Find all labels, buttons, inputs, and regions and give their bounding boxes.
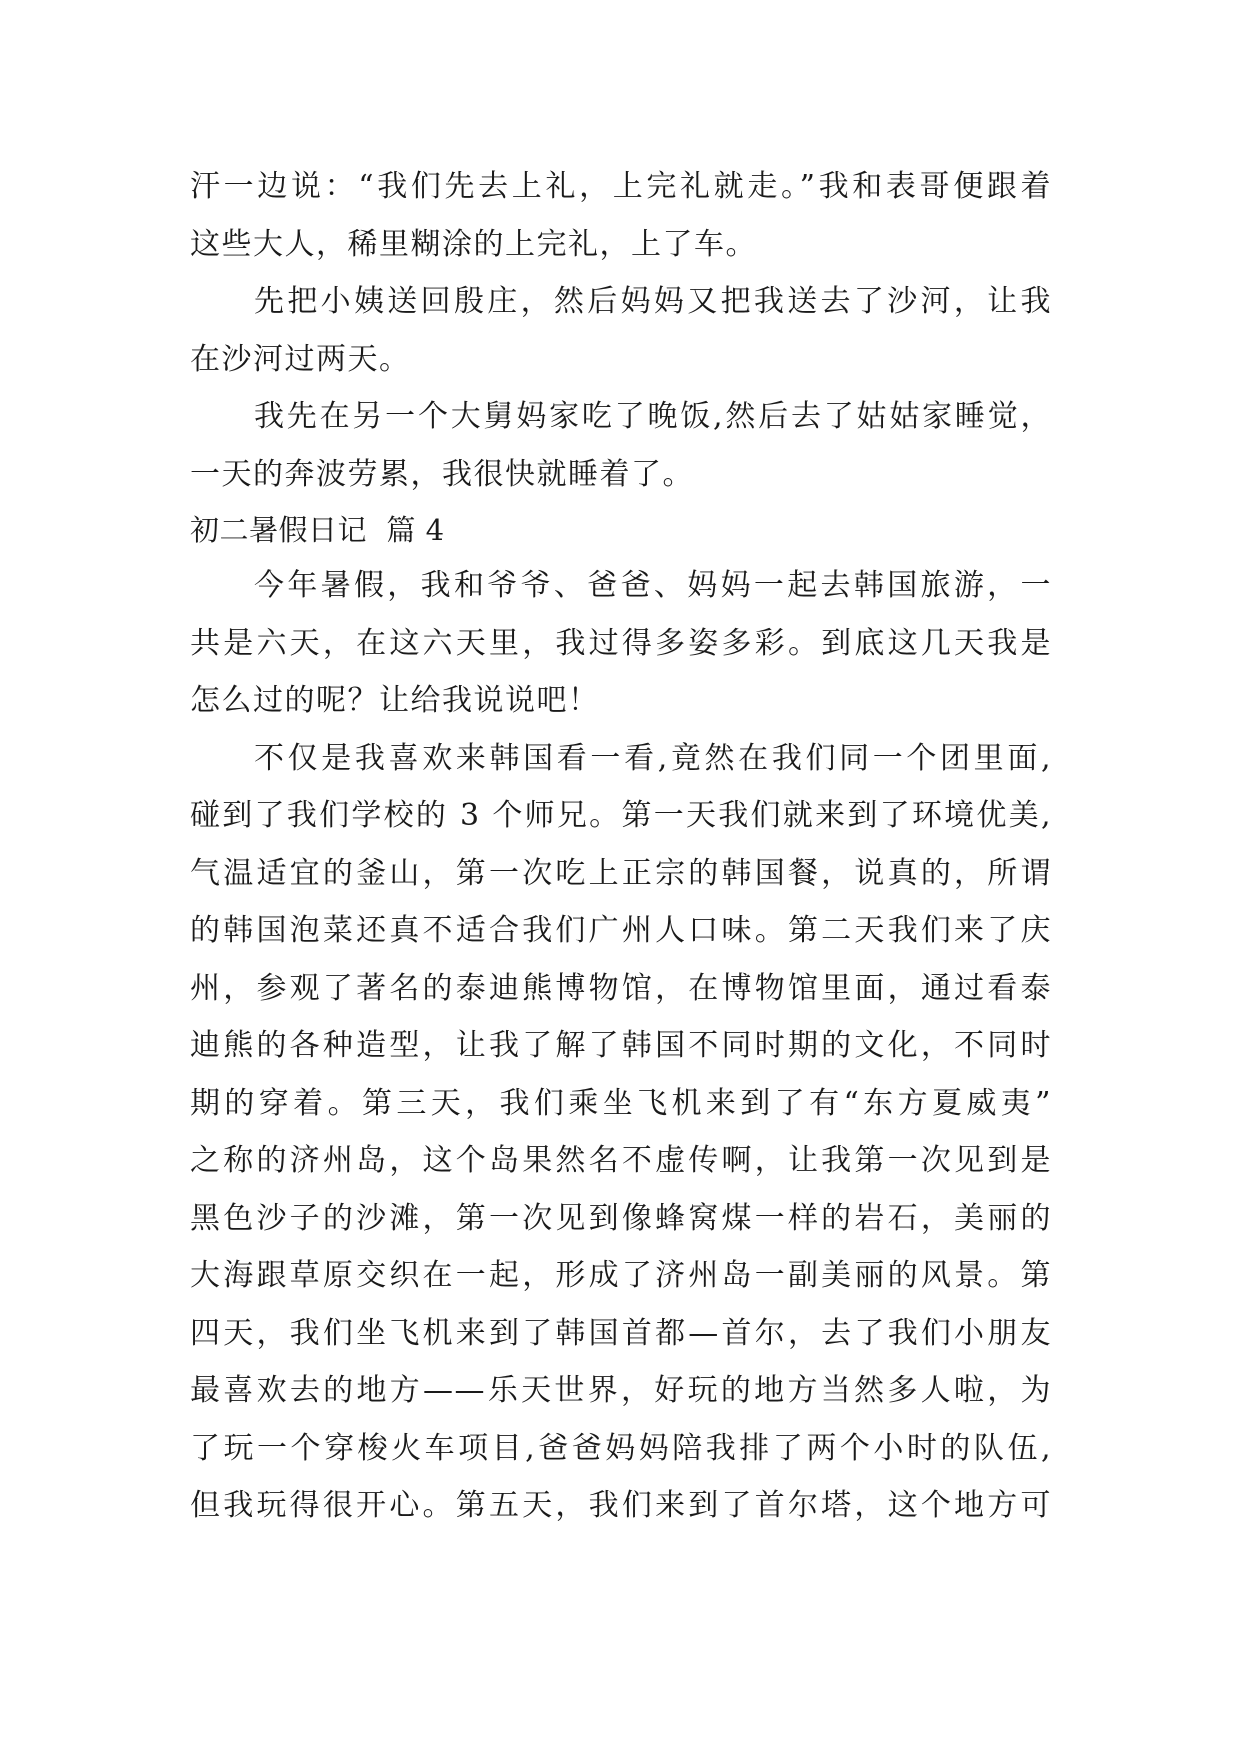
paragraph (190, 730, 1052, 1535)
text-line: 迪熊的各种造型，让我了解了韩国不同时期的文化，不同时 (190, 1028, 1052, 1063)
text-line: 今年暑假，我和爷爷、爸爸、妈妈一起去韩国旅游，一 (254, 568, 1052, 603)
text-line: 气温适宜的釜山，第一次吃上正宗的韩国餐，说真的，所谓 (190, 855, 1052, 891)
section-heading: 初二暑假日记 篇 4 (190, 513, 445, 547)
text-line: 大海跟草原交织在一起，形成了济州岛一副美丽的风景。第 (190, 1258, 1052, 1293)
text-line: 这些大人，稀里糊涂的上完礼，上了车。 (190, 226, 757, 262)
text-line: 四天，我们坐飞机来到了韩国首都—首尔，去了我们小朋友 (190, 1315, 1052, 1351)
paragraph (190, 158, 1052, 273)
text-line: 之称的济州岛，这个岛果然名不虚传啊，让我第一次见到是 (190, 1143, 1052, 1178)
text-line: 怎么过的呢？让给我说说吧！ (190, 683, 600, 718)
text-line: 黑色沙子的沙滩，第一次见到像蜂窝煤一样的岩石，美丽的 (190, 1200, 1052, 1236)
document-page (190, 158, 1052, 1535)
paragraph (190, 273, 1052, 388)
text-line: 汗一边说：“我们先去上礼，上完礼就走。”我和表哥便跟着 (190, 169, 1052, 204)
text-line: 碰到了我们学校的 3 个师兄。第一天我们就来到了环境优美, (190, 798, 1052, 833)
text-line: 最喜欢去的地方——乐天世界，好玩的地方当然多人啦，为 (190, 1373, 1052, 1408)
text-line: 一天的奔波劳累，我很快就睡着了。 (190, 456, 694, 492)
text-line: 在沙河过两天。 (190, 341, 411, 377)
text-line: 的韩国泡菜还真不适合我们广州人口味。第二天我们来了庆 (190, 913, 1052, 948)
text-line: 了玩一个穿梭火车项目,爸爸妈妈陪我排了两个小时的队伍, (190, 1430, 1052, 1466)
text-line: 不仅是我喜欢来韩国看一看,竟然在我们同一个团里面, (254, 740, 1052, 776)
paragraph (190, 557, 1052, 730)
text-line: 我先在另一个大舅妈家吃了晚饭,然后去了姑姑家睡觉， (254, 399, 1052, 434)
text-line: 期的穿着。第三天，我们乘坐飞机来到了有“东方夏威夷” (190, 1085, 1052, 1121)
text-line: 但我玩得很开心。第五天，我们来到了首尔塔，这个地方可 (190, 1488, 1052, 1523)
paragraph (190, 388, 1052, 503)
text-line: 先把小姨送回殷庄，然后妈妈又把我送去了沙河，让我 (254, 284, 1052, 319)
text-line: 共是六天，在这六天里，我过得多姿多彩。到底这几天我是 (190, 625, 1052, 661)
text-line: 州，参观了著名的泰迪熊博物馆，在博物馆里面，通过看泰 (190, 970, 1052, 1006)
